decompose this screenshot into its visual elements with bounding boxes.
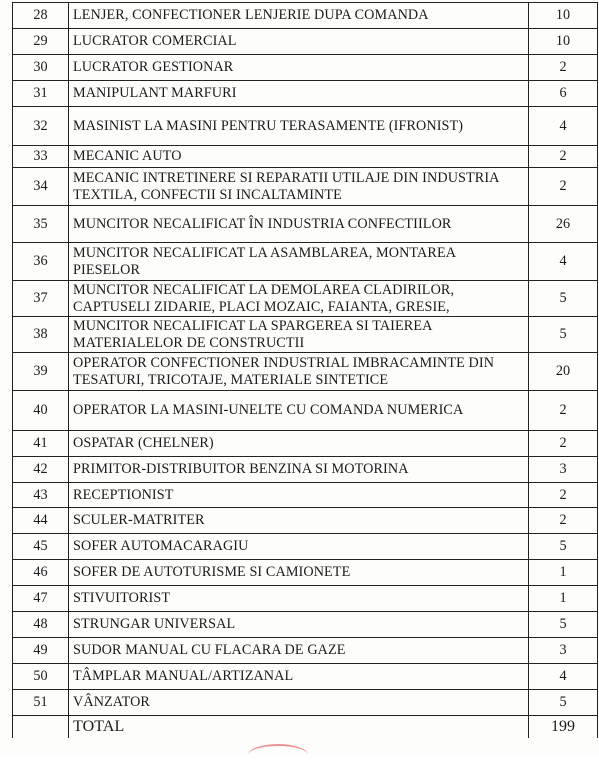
table-row (13, 3, 598, 29)
row-number: 36 (13, 243, 69, 281)
row-number: 48 (13, 612, 69, 638)
occupation-name: MUNCITOR NECALIFICAT LA DEMOLAREA CLADIRILOR, CAPTUSELI ZIDARIE, PLACI MOZAIC, FAIANTA, GRESIE, (69, 281, 529, 317)
row-number: 37 (13, 281, 69, 317)
occupation-name: SOFER DE AUTOTURISME SI CAMIONETE (69, 560, 529, 586)
row-number: 32 (13, 107, 69, 146)
row-number: 35 (13, 206, 69, 243)
occupation-name: SOFER AUTOMACARAGIU (69, 534, 529, 560)
vacancy-count: 26 (529, 206, 598, 243)
row-number: 46 (13, 560, 69, 586)
row-number: 41 (13, 431, 69, 457)
table-row (13, 431, 598, 457)
occupation-name: OPERATOR CONFECTIONER INDUSTRIAL IMBRACAMINTE DIN TESATURI, TRICOTAJE, MATERIALE SINTETICE (69, 353, 529, 391)
vacancy-count: 10 (529, 3, 598, 29)
table-row (13, 55, 598, 81)
table-row (13, 586, 598, 612)
table-row (13, 107, 598, 146)
row-number: 44 (13, 508, 69, 534)
vacancy-count: 4 (529, 243, 598, 281)
vacancy-count: 2 (529, 146, 598, 168)
table-row (13, 534, 598, 560)
occupation-name: STIVUITORIST (69, 586, 529, 612)
vacancy-count: 3 (529, 638, 598, 664)
total-label: TOTAL (69, 716, 529, 738)
occupation-name: MECANIC INTRETINERE SI REPARATII UTILAJE DIN INDUSTRIA TEXTILA, CONFECTII SI INCALTAMINTE (69, 168, 529, 206)
table-row (13, 146, 598, 168)
row-number: 50 (13, 664, 69, 690)
occupation-name: MASINIST LA MASINI PENTRU TERASAMENTE (IFRONIST) (69, 107, 529, 146)
row-number: 43 (13, 483, 69, 508)
table-row (13, 317, 598, 353)
vacancy-count: 4 (529, 664, 598, 690)
row-number: 45 (13, 534, 69, 560)
occupation-name: PRIMITOR-DISTRIBUITOR BENZINA SI MOTORINA (69, 457, 529, 483)
row-number: 34 (13, 168, 69, 206)
table-row (13, 483, 598, 508)
row-number: 40 (13, 391, 69, 431)
occupation-name: TÂMPLAR MANUAL/ARTIZANAL (69, 664, 529, 690)
occupation-name: OPERATOR LA MASINI-UNELTE CU COMANDA NUMERICA (69, 391, 529, 431)
vacancy-count: 2 (529, 483, 598, 508)
vacancy-count: 5 (529, 534, 598, 560)
table-row (13, 690, 598, 716)
vacancy-count: 5 (529, 690, 598, 716)
occupation-name: LUCRATOR COMERCIAL (69, 29, 529, 55)
vacancy-count: 2 (529, 391, 598, 431)
table-row (13, 391, 598, 431)
row-number: 47 (13, 586, 69, 612)
table-row (13, 560, 598, 586)
vacancy-count: 4 (529, 107, 598, 146)
occupation-name: SCULER-MATRITER (69, 508, 529, 534)
total-row-number (13, 716, 69, 738)
occupation-name: MUNCITOR NECALIFICAT ÎN INDUSTRIA CONFECTIILOR (69, 206, 529, 243)
occupations-table-body (13, 3, 598, 716)
vacancy-count: 2 (529, 55, 598, 81)
row-number: 30 (13, 55, 69, 81)
table-row (13, 81, 598, 107)
vacancy-count: 3 (529, 457, 598, 483)
occupation-name: STRUNGAR UNIVERSAL (69, 612, 529, 638)
vacancy-count: 6 (529, 81, 598, 107)
row-number: 51 (13, 690, 69, 716)
vacancy-count: 5 (529, 281, 598, 317)
row-number: 42 (13, 457, 69, 483)
vacancy-count: 10 (529, 29, 598, 55)
occupation-name: LUCRATOR GESTIONAR (69, 55, 529, 81)
table-row (13, 206, 598, 243)
table-row (13, 353, 598, 391)
table-row (13, 281, 598, 317)
table-row (13, 243, 598, 281)
vacancy-count: 20 (529, 353, 598, 391)
occupation-name: MUNCITOR NECALIFICAT LA SPARGEREA SI TAIEREA MATERIALELOR DE CONSTRUCTII (69, 317, 529, 353)
row-number: 39 (13, 353, 69, 391)
occupation-name: MECANIC AUTO (69, 146, 529, 168)
occupation-name: LENJER, CONFECTIONER LENJERIE DUPA COMANDA (69, 3, 529, 29)
vacancy-count: 2 (529, 431, 598, 457)
vacancy-count: 1 (529, 586, 598, 612)
occupation-name: MUNCITOR NECALIFICAT LA ASAMBLAREA, MONTAREA PIESELOR (69, 243, 529, 281)
row-number: 49 (13, 638, 69, 664)
occupation-name: VÂNZATOR (69, 690, 529, 716)
vacancy-count: 5 (529, 317, 598, 353)
vacancy-count: 2 (529, 168, 598, 206)
row-number: 33 (13, 146, 69, 168)
table-row (13, 29, 598, 55)
table-row (13, 664, 598, 690)
table-row (13, 168, 598, 206)
vacancy-count: 2 (529, 508, 598, 534)
occupation-name: MANIPULANT MARFURI (69, 81, 529, 107)
table-row (13, 638, 598, 664)
row-number: 31 (13, 81, 69, 107)
total-row (13, 716, 598, 738)
table-row (13, 457, 598, 483)
occupation-name: SUDOR MANUAL CU FLACARA DE GAZE (69, 638, 529, 664)
table-row (13, 612, 598, 638)
row-number: 28 (13, 3, 69, 29)
vacancy-count: 1 (529, 560, 598, 586)
row-number: 38 (13, 317, 69, 353)
occupations-table (12, 2, 598, 738)
red-stamp-fragment (248, 744, 308, 766)
total-count: 199 (529, 716, 598, 738)
vacancy-count: 5 (529, 612, 598, 638)
total-section (13, 716, 598, 738)
occupation-name: RECEPTIONIST (69, 483, 529, 508)
table-row (13, 508, 598, 534)
occupation-name: OSPATAR (CHELNER) (69, 431, 529, 457)
row-number: 29 (13, 29, 69, 55)
